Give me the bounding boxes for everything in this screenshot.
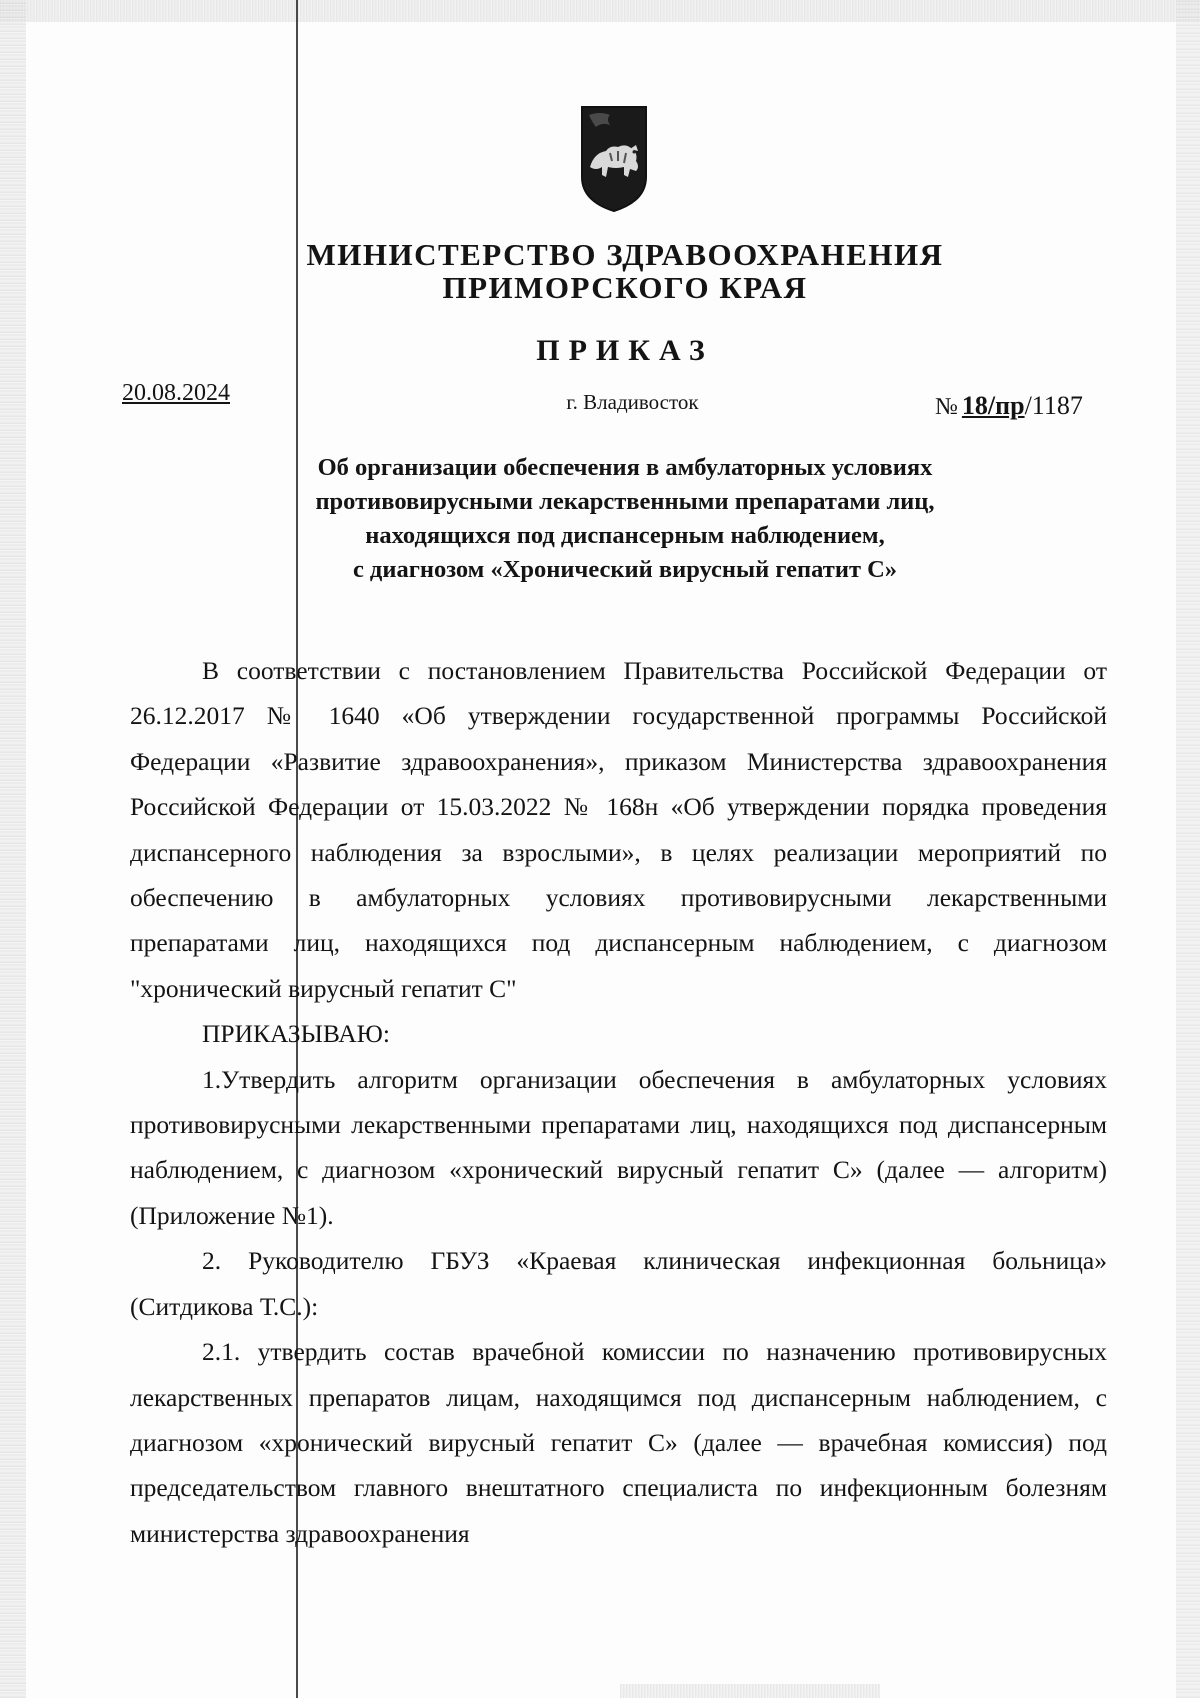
document-type-title: ПРИКАЗ [536,334,714,367]
order-item-1: 1.Утвердить алгоритм организации обеспечения в амбулаторных условиях противовирусными лекарственными препаратами лиц, находящихся под диспансерным наблюдением, с диагнозом «хронический вирусный гепатит С» (далее — алгоритм) (Приложение №1). [130,1064,1107,1230]
order-item-2: 2. Руководителю ГБУЗ «Краевая клиническая инфекционная больница» (Ситдикова Т.С.): [130,1246,1107,1321]
order-body [130,648,1107,1556]
number-value: /1187 [1024,391,1083,420]
order-number [935,391,1083,421]
order-subject [250,451,1000,587]
ministry-name-line1: МИНИСТЕРСТВО ЗДРАВООХРАНЕНИЯ [306,237,944,272]
subject-line: Об организации обеспечения в амбулаторных условиях [317,454,933,481]
subject-line: противовирусными лекарственными препаратами лиц, [315,488,935,515]
ministry-name-line2: ПРИМОРСКОГО КРАЯ [442,270,808,305]
ministry-name [200,238,1050,304]
subject-line: находящихся под диспансерным наблюдением, [365,522,885,549]
number-code: 18/пр [961,391,1025,420]
scan-noise-top [0,0,1200,22]
order-date: 20.08.2024 [122,380,230,406]
subject-line: с диагнозом «Хронический вирусный гепатит С» [352,556,898,583]
preamble-paragraph: В соответствии с постановлением Правительства Российской Федерации от 26.12.2017 № 1640 «Об утверждении государственной программы Российской Федерации «Развитие здравоохранения», приказом Министерства здравоохранения Российской Федерации от 15.03.2022 № 168н «Об утверждении порядка проведения диспансерного наблюдения за взрослыми», в целях реализации мероприятий по обеспечению в амбулаторных условиях противовирусными лекарственными препаратами лиц, находящихся под диспансерным наблюдением, с диагнозом "хронический вирусный гепатит С" [130,656,1107,1003]
scan-noise-right [1176,0,1200,1698]
number-sign: № [935,394,958,420]
scan-noise-bottom [620,1684,880,1698]
order-item-2-1: 2.1. утвердить состав врачебной комиссии по назначению противовирусных лекарственных препаратов лицам, находящимся под диспансерным наблюдением, с диагнозом «хронический вирусный гепатит С» (далее — врачебная комиссия) под председательством главного внештатного специалиста по инфекционным болезням министерства здравоохранения [130,1337,1107,1548]
order-directive: ПРИКАЗЫВАЮ: [202,1019,390,1049]
coat-of-arms-emblem [580,105,648,213]
scan-noise-left [0,0,26,1698]
order-city: г. Владивосток [566,390,699,414]
